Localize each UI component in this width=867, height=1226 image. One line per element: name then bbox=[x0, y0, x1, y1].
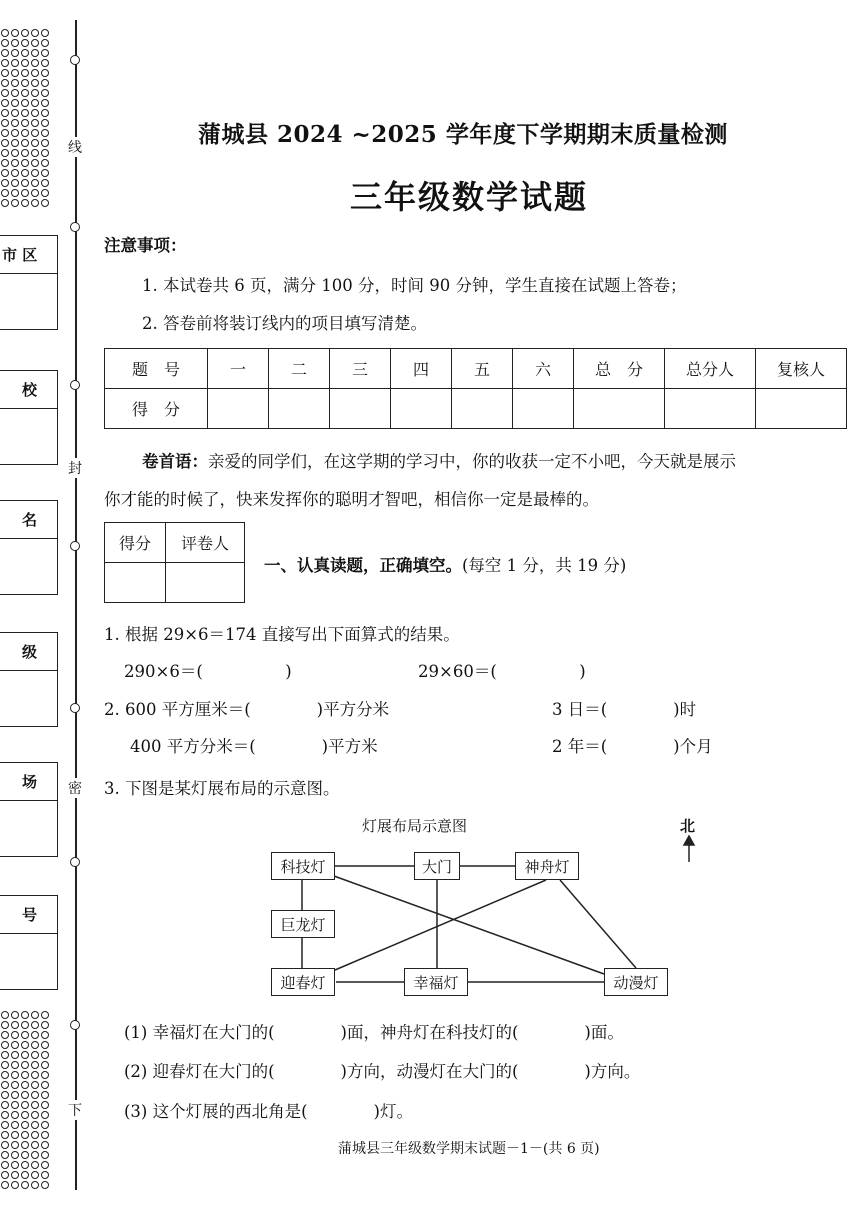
node-main-gate: 大门 bbox=[414, 852, 460, 880]
score-header: 一 bbox=[208, 349, 269, 389]
node-spring-lantern: 迎春灯 bbox=[271, 968, 335, 996]
node-happiness-lantern: 幸福灯 bbox=[404, 968, 468, 996]
preface-label: 卷首语： bbox=[142, 452, 208, 471]
score-header: 六 bbox=[513, 349, 574, 389]
preface-line-2: 你才能的时候了，快来发挥你的聪明才智吧，相信你一定是最棒的。 bbox=[104, 490, 599, 509]
binding-char-feng: 封 bbox=[67, 458, 83, 478]
q2-b: 3 日＝( )时 bbox=[552, 700, 697, 719]
notice-heading: 注意事项： bbox=[104, 236, 187, 255]
path-line bbox=[335, 880, 546, 970]
field-school-label: 校 bbox=[0, 371, 57, 409]
node-tech-lantern: 科技灯 bbox=[271, 852, 335, 880]
diagram-title: 灯展布局示意图 bbox=[362, 817, 468, 835]
section-1-note: (每空 1 分，共 19 分) bbox=[462, 556, 627, 575]
q3-sub-3: (3) 这个灯展的西北角是( )灯。 bbox=[124, 1102, 413, 1121]
field-class-label: 级 bbox=[0, 633, 57, 671]
score-row-label: 得 分 bbox=[105, 389, 208, 429]
field-name-label: 名 bbox=[0, 501, 57, 539]
q3-stem: 3. 下图是某灯展布局的示意图。 bbox=[104, 779, 340, 798]
q2-d: 2 年＝( )个月 bbox=[552, 737, 713, 756]
q3-sub-2: (2) 迎春灯在大门的( )方向，动漫灯在大门的( )方向。 bbox=[124, 1062, 641, 1081]
grader-name-header: 评卷人 bbox=[166, 523, 245, 563]
section-1-title: 一、认真读题，正确填空。 bbox=[264, 556, 462, 575]
field-seat-number-label: 号 bbox=[0, 896, 57, 934]
notice-item: 2. 答卷前将装订线内的项目填写清楚。 bbox=[142, 314, 427, 333]
node-shenzhou-lantern: 神舟灯 bbox=[515, 852, 579, 880]
binding-char-xia: 下 bbox=[67, 1100, 83, 1120]
path-line bbox=[334, 876, 604, 974]
q2-a: 2. 600 平方厘米＝( )平方分米 bbox=[104, 700, 390, 719]
node-dragon-lantern: 巨龙灯 bbox=[271, 910, 335, 938]
q1-stem: 1. 根据 29×6＝174 直接写出下面算式的结果。 bbox=[104, 625, 460, 644]
binding-char-xian: 线 bbox=[67, 137, 83, 157]
field-exam-room-label: 场 bbox=[0, 763, 57, 801]
notice-item: 1. 本试卷共 6 页，满分 100 分，时间 90 分钟，学生直接在试题上答卷； bbox=[142, 276, 687, 295]
exam-title: 蒲城县 2024 ~2025 学年度下学期期末质量检测 bbox=[198, 121, 728, 148]
score-header: 总分人 bbox=[665, 349, 756, 389]
node-anime-lantern: 动漫灯 bbox=[604, 968, 668, 996]
binding-char-mi: 密 bbox=[67, 778, 83, 798]
field-district-label: 市 区 bbox=[0, 236, 57, 274]
score-header: 复核人 bbox=[756, 349, 847, 389]
q2-c: 400 平方分米＝( )平方米 bbox=[130, 737, 378, 756]
path-line bbox=[560, 880, 636, 968]
score-header: 三 bbox=[330, 349, 391, 389]
q1-b: 29×60＝( ) bbox=[418, 662, 586, 681]
score-header: 五 bbox=[452, 349, 513, 389]
q1-a: 290×6＝( ) bbox=[124, 662, 292, 681]
grader-score-header: 得分 bbox=[105, 523, 166, 563]
preface-text: 亲爱的同学们，在这学期的学习中，你的收获一定不小吧，今天就是展示 bbox=[208, 452, 736, 471]
north-label: 北 bbox=[680, 817, 696, 835]
score-header: 题 号 bbox=[105, 349, 208, 389]
north-arrowhead bbox=[684, 836, 694, 845]
score-header: 二 bbox=[269, 349, 330, 389]
score-header: 四 bbox=[391, 349, 452, 389]
exam-subtitle: 三年级数学试题 bbox=[350, 178, 589, 216]
score-header: 总 分 bbox=[574, 349, 665, 389]
page-footer: 蒲城县三年级数学期末试题－1－(共 6 页) bbox=[338, 1141, 600, 1157]
q3-sub-1: (1) 幸福灯在大门的( )面，神舟灯在科技灯的( )面。 bbox=[124, 1023, 624, 1042]
